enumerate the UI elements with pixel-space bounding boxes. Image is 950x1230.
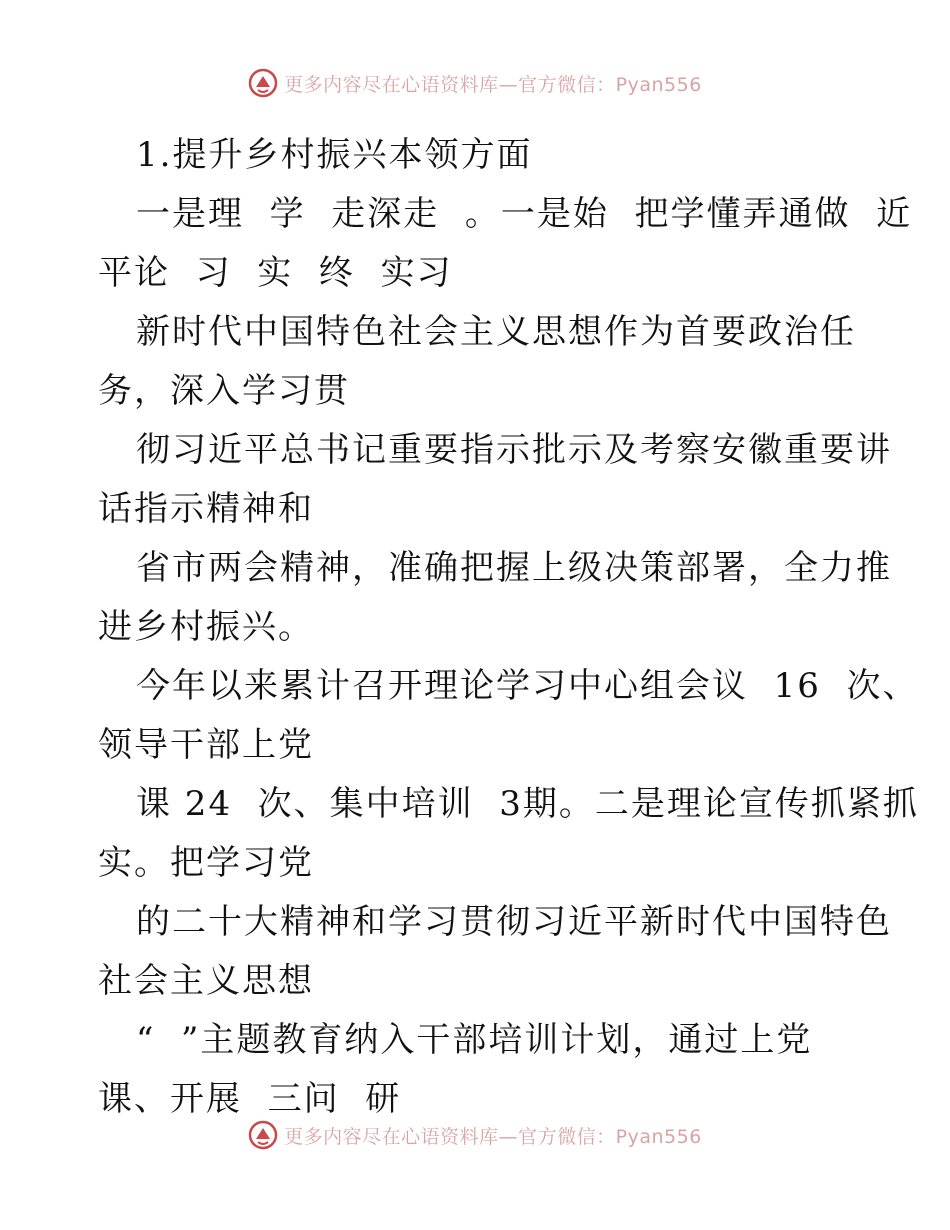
paragraph-line: 话指示精神和 — [98, 489, 314, 529]
paragraph-line: 务，深入学习贯 — [98, 371, 350, 411]
paragraph-line: 实。把学习党 — [98, 843, 314, 883]
paragraph-line: 一是理 学 走深走 。一是始 把学懂弄通做 近 — [136, 194, 913, 234]
paragraph-line: 课、开展 三问 研 — [98, 1079, 402, 1119]
section-heading: 1.提升乡村振兴本领方面 — [136, 135, 533, 175]
paragraph-line: “ ”主题教育纳入干部培训计划，通过上党 — [136, 1020, 813, 1060]
brand-logo-icon — [248, 1120, 278, 1150]
paragraph-line: 彻习近平总书记重要指示批示及考察安徽重要讲 — [136, 430, 892, 470]
watermark-text: 更多内容尽在心语资料库—官方微信：Pyan556 — [284, 73, 702, 96]
brand-logo-icon — [248, 68, 278, 98]
paragraph-line: 新时代中国特色社会主义思想作为首要政治任 — [136, 312, 856, 352]
paragraph-line: 省市两会精神，准确把握上级决策部署，全力推 — [136, 548, 892, 588]
paragraph-line: 今年以来累计召开理论学习中心组会议 16 次、 — [136, 666, 919, 706]
paragraph-line: 社会主义思想 — [98, 961, 314, 1001]
watermark-header — [0, 68, 950, 98]
document-body — [98, 126, 919, 1129]
watermark-footer — [0, 1120, 950, 1150]
paragraph-line: 领导干部上党 — [98, 725, 314, 765]
paragraph-line: 的二十大精神和学习贯彻习近平新时代中国特色 — [136, 902, 892, 942]
watermark-text: 更多内容尽在心语资料库—官方微信：Pyan556 — [284, 1125, 702, 1148]
paragraph-line: 进乡村振兴。 — [98, 607, 314, 647]
paragraph-line: 平论 习 实 终 实习 — [98, 253, 453, 293]
paragraph-line: 课 24 次、集中培训 3期。二是理论宣传抓紧抓 — [136, 784, 919, 824]
